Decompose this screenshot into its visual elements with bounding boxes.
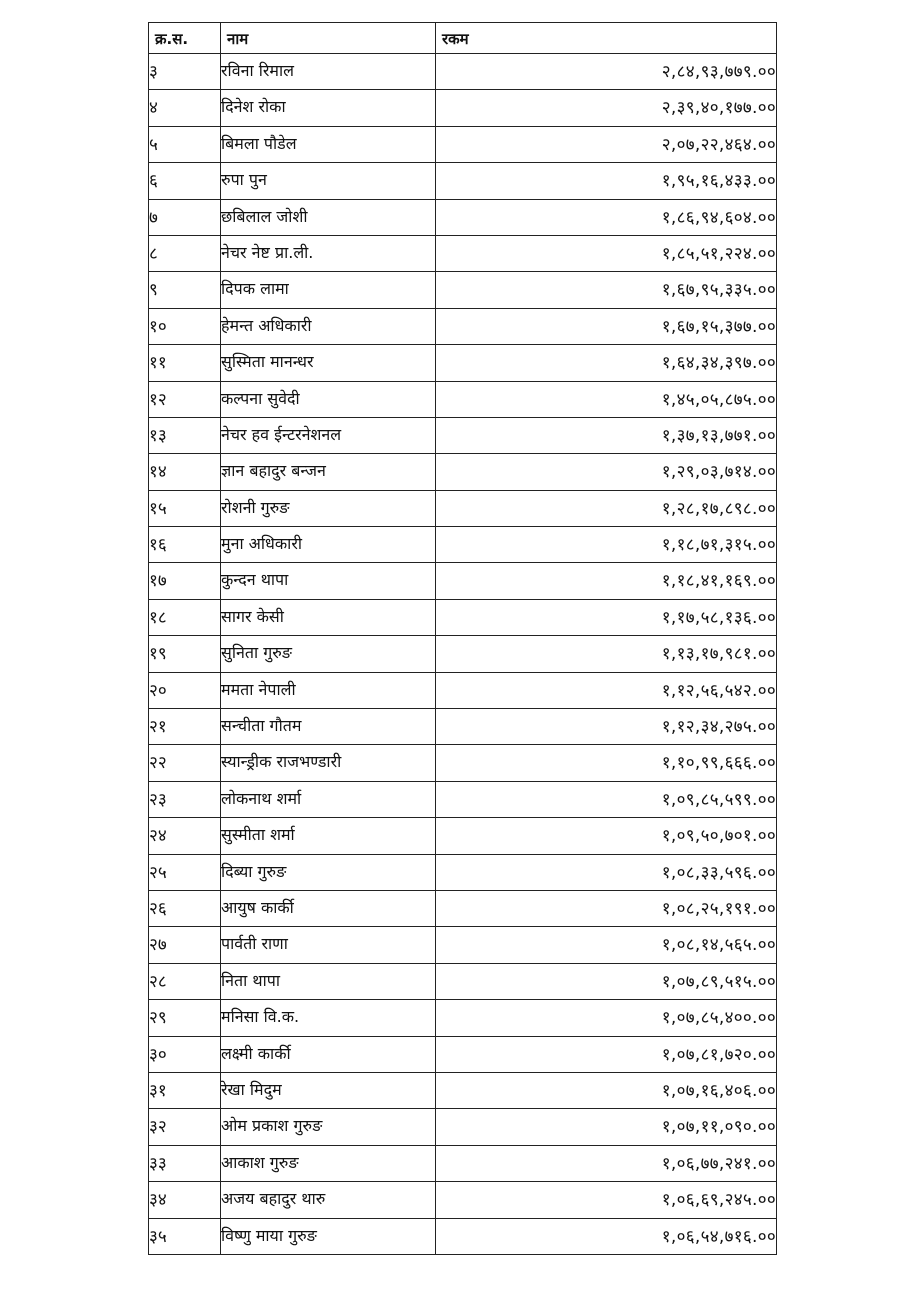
table-row [149,672,777,708]
table-row [149,927,777,963]
serial-number-cell: १४ [149,454,221,490]
table-row [149,235,777,271]
table-row [149,636,777,672]
serial-number-cell: ३३ [149,1145,221,1181]
amount-cell: १,२९,०३,७१४.०० [436,454,777,490]
amount-cell: १,०६,६९,२४५.०० [436,1182,777,1218]
serial-number-cell: ४ [149,90,221,126]
table-row [149,54,777,90]
name-cell: बिमला पौडेल [221,126,436,162]
table-row [149,563,777,599]
name-cell: रुपा पुन [221,163,436,199]
amount-cell: १,१२,५६,५४२.०० [436,672,777,708]
name-cell: निता थापा [221,963,436,999]
table-row [149,781,777,817]
name-cell: हेमन्त अधिकारी [221,308,436,344]
serial-number-cell: २५ [149,854,221,890]
table-row [149,1072,777,1108]
amount-cell: १,१८,७१,३१५.०० [436,527,777,563]
table-row [149,126,777,162]
name-cell: दिपक लामा [221,272,436,308]
table-header [149,23,777,54]
table-row [149,818,777,854]
serial-number-cell: १७ [149,563,221,599]
serial-number-cell: ७ [149,199,221,235]
name-cell: आयुष कार्की [221,890,436,926]
name-cell: लक्ष्मी कार्की [221,1036,436,1072]
header-name: नाम [221,23,436,54]
amount-cell: १,८५,५१,२२४.०० [436,235,777,271]
table-row [149,272,777,308]
amount-cell: १,०७,८५,४००.०० [436,1000,777,1036]
name-cell: रविना रिमाल [221,54,436,90]
serial-number-cell: २६ [149,890,221,926]
amount-cell: १,०६,५४,७१६.०० [436,1218,777,1254]
amount-cell: १,१७,५८,१३६.०० [436,599,777,635]
serial-number-cell: ३ [149,54,221,90]
table-row [149,417,777,453]
amount-cell: १,१३,१७,९८१.०० [436,636,777,672]
table-row [149,599,777,635]
amount-cell: १,०८,३३,५९६.०० [436,854,777,890]
name-cell: कल्पना सुवेदी [221,381,436,417]
table-row [149,1109,777,1145]
table-row [149,308,777,344]
name-cell: स्यान्ड्रीक राजभण्डारी [221,745,436,781]
table-row [149,163,777,199]
name-cell: रेखा मिदुम [221,1072,436,1108]
serial-number-cell: १८ [149,599,221,635]
amount-cell: १,६७,९५,३३५.०० [436,272,777,308]
name-cell: लोकनाथ शर्मा [221,781,436,817]
serial-number-cell: ३५ [149,1218,221,1254]
table-row [149,1145,777,1181]
table-row [149,1000,777,1036]
serial-number-cell: २२ [149,745,221,781]
serial-number-cell: २४ [149,818,221,854]
name-cell: सागर केसी [221,599,436,635]
table-row [149,490,777,526]
serial-number-cell: १५ [149,490,221,526]
name-cell: दिब्या गुरुङ [221,854,436,890]
serial-number-cell: ९ [149,272,221,308]
serial-number-cell: २८ [149,963,221,999]
name-cell: दिनेश रोका [221,90,436,126]
amount-cell: १,०७,८९,५१५.०० [436,963,777,999]
serial-number-cell: १२ [149,381,221,417]
header-row [149,23,777,54]
name-cell: ज्ञान बहादुर बन्जन [221,454,436,490]
serial-number-cell: १३ [149,417,221,453]
name-cell: मनिसा वि.क. [221,1000,436,1036]
serial-number-cell: २९ [149,1000,221,1036]
amount-cell: १,०६,७७,२४१.०० [436,1145,777,1181]
name-cell: अजय बहादुर थारु [221,1182,436,1218]
amount-table [148,22,777,1255]
table-row [149,1218,777,1254]
table-row [149,527,777,563]
serial-number-cell: ६ [149,163,221,199]
header-serial: क्र.स. [149,23,221,54]
amount-cell: १,९५,१६,४३३.०० [436,163,777,199]
serial-number-cell: १६ [149,527,221,563]
serial-number-cell: ११ [149,345,221,381]
serial-number-cell: २० [149,672,221,708]
name-cell: विष्णु माया गुरुङ [221,1218,436,1254]
name-cell: सुस्मीता शर्मा [221,818,436,854]
table-row [149,854,777,890]
table-row [149,90,777,126]
name-cell: सुनिता गुरुङ [221,636,436,672]
serial-number-cell: ३१ [149,1072,221,1108]
amount-cell: १,२८,१७,८९८.०० [436,490,777,526]
amount-cell: १,१२,३४,२७५.०० [436,709,777,745]
serial-number-cell: ३४ [149,1182,221,1218]
name-cell: आकाश गुरुङ [221,1145,436,1181]
table-row [149,745,777,781]
name-cell: नेचर हव ईन्टरनेशनल [221,417,436,453]
table-row [149,345,777,381]
amount-cell: १,६७,१५,३७७.०० [436,308,777,344]
table-row [149,199,777,235]
table-row [149,890,777,926]
name-cell: ओम प्रकाश गुरुङ [221,1109,436,1145]
amount-cell: १,०९,५०,७०१.०० [436,818,777,854]
name-cell: छबिलाल जोशी [221,199,436,235]
amount-cell: २,८४,९३,७७९.०० [436,54,777,90]
serial-number-cell: ८ [149,235,221,271]
serial-number-cell: २७ [149,927,221,963]
serial-number-cell: २१ [149,709,221,745]
serial-number-cell: २३ [149,781,221,817]
table-row [149,1036,777,1072]
serial-number-cell: १९ [149,636,221,672]
amount-cell: १,६४,३४,३९७.०० [436,345,777,381]
name-cell: पार्वती राणा [221,927,436,963]
amount-cell: २,३९,४०,१७७.०० [436,90,777,126]
table-body [149,54,777,1255]
amount-cell: १,१०,९९,६६६.०० [436,745,777,781]
amount-cell: १,०७,८१,७२०.०० [436,1036,777,1072]
amount-cell: १,०७,१६,४०६.०० [436,1072,777,1108]
amount-cell: १,४५,०५,८७५.०० [436,381,777,417]
amount-cell: १,८६,९४,६०४.०० [436,199,777,235]
table-row [149,709,777,745]
name-cell: ममता नेपाली [221,672,436,708]
amount-cell: १,०८,२५,१९१.०० [436,890,777,926]
amount-cell: १,०७,११,०९०.०० [436,1109,777,1145]
name-cell: नेचर नेष्ट प्रा.ली. [221,235,436,271]
serial-number-cell: ३२ [149,1109,221,1145]
name-cell: कुन्दन थापा [221,563,436,599]
name-cell: रोशनी गुरुङ [221,490,436,526]
serial-number-cell: १० [149,308,221,344]
serial-number-cell: ३० [149,1036,221,1072]
table-row [149,963,777,999]
serial-number-cell: ५ [149,126,221,162]
table-row [149,454,777,490]
amount-cell: १,१८,४१,१६९.०० [436,563,777,599]
amount-cell: १,०९,८५,५९९.०० [436,781,777,817]
name-cell: सन्चीता गौतम [221,709,436,745]
amount-cell: १,३७,१३,७७१.०० [436,417,777,453]
name-cell: सुस्मिता मानन्धर [221,345,436,381]
table-row [149,381,777,417]
amount-cell: १,०८,१४,५६५.०० [436,927,777,963]
header-amount: रकम [436,23,777,54]
name-cell: मुना अधिकारी [221,527,436,563]
table-row [149,1182,777,1218]
amount-cell: २,०७,२२,४६४.०० [436,126,777,162]
